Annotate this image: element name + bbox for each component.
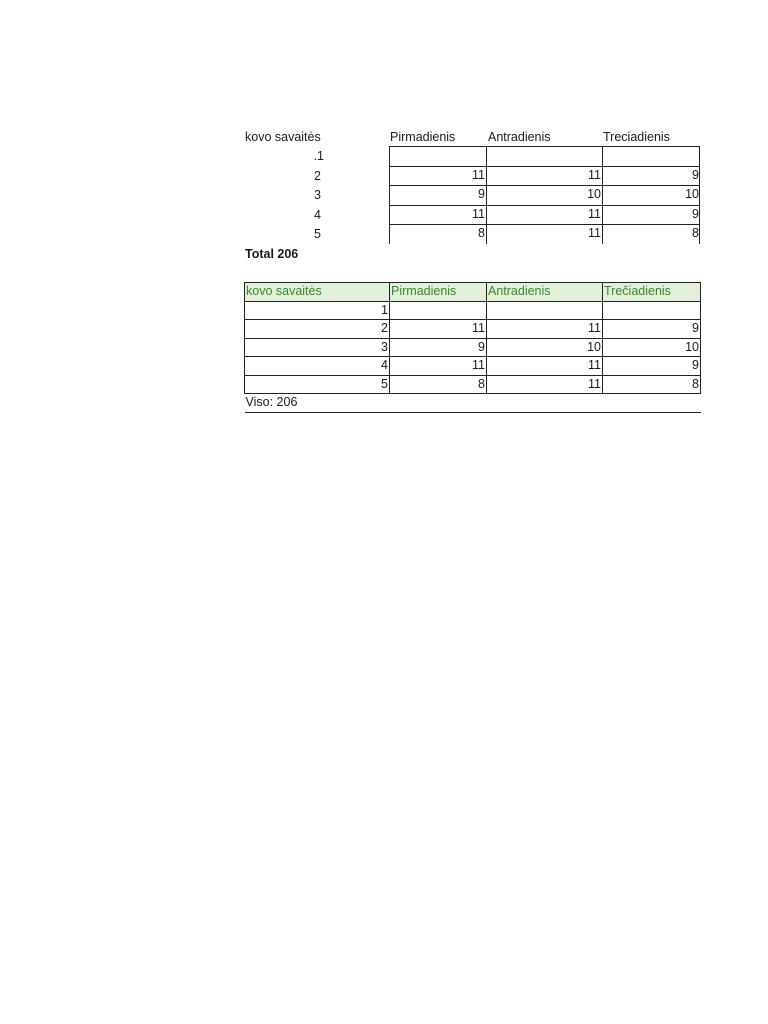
table2-value [487,301,603,320]
table1-value: 9 [692,168,699,182]
table2-week-label: 3 [245,338,390,357]
table2-value [603,301,701,320]
table1-value: 8 [692,226,699,240]
table1-value: 8 [478,226,485,240]
table2-week-label: 2 [245,320,390,339]
table2-week-label: 1 [245,301,390,320]
table-row [245,338,701,357]
table2-total: Viso: 206 [245,394,701,413]
table1-header-pirmadienis: Pirmadienis [390,130,456,144]
table2-total-row [245,394,701,413]
table1-value: 11 [472,168,485,182]
table2-header-week: kovo savaitės [245,283,390,302]
table1-week-label: 5 [314,227,321,241]
table-row [245,320,701,339]
table2-week-label: 5 [245,375,390,394]
table1-value: 11 [588,168,601,182]
table1-cell [486,146,602,166]
table2-header-pirmadienis: Pirmadienis [390,283,487,302]
table1-header-antradienis: Antradienis [488,130,551,144]
table1-cell [389,146,486,166]
table1-week-label: 3 [314,188,321,202]
table-2 [244,282,701,413]
table2-value [390,301,487,320]
table-row [245,301,701,320]
table1-week-label: 2 [314,169,321,183]
table1-header-week: kovo savaitės [245,130,321,144]
table2-value: 11 [390,320,487,339]
table1-header-treciadienis: Treciadienis [603,130,670,144]
table2-value: 11 [487,375,603,394]
table2-value: 11 [390,357,487,376]
table1-week-label: .1 [313,149,324,163]
table1-value: 9 [692,207,699,221]
table2-value: 11 [487,320,603,339]
table1-value: 9 [478,187,485,201]
table2-value: 9 [603,357,701,376]
table2-value: 11 [487,357,603,376]
table2-value: 10 [487,338,603,357]
table2-value: 8 [603,375,701,394]
table-row [245,375,701,394]
table1-total: Total 206 [245,247,299,261]
table2-value: 9 [603,320,701,339]
table-row [245,357,701,376]
table1-value: 11 [472,207,485,221]
table1-value: 10 [587,187,601,201]
table2-header-antradienis: Antradienis [487,283,603,302]
table2-week-label: 4 [245,357,390,376]
table1-value: 10 [685,187,699,201]
table2-value: 8 [390,375,487,394]
table2-value: 10 [603,338,701,357]
table1-week-label: 4 [314,208,321,222]
table1-cell [602,146,700,166]
table2-header-row [245,283,701,302]
table1-value: 11 [588,207,601,221]
table2-value: 9 [390,338,487,357]
table1-value: 11 [588,226,601,240]
table2-header-treciadienis: Trečiadienis [603,283,701,302]
